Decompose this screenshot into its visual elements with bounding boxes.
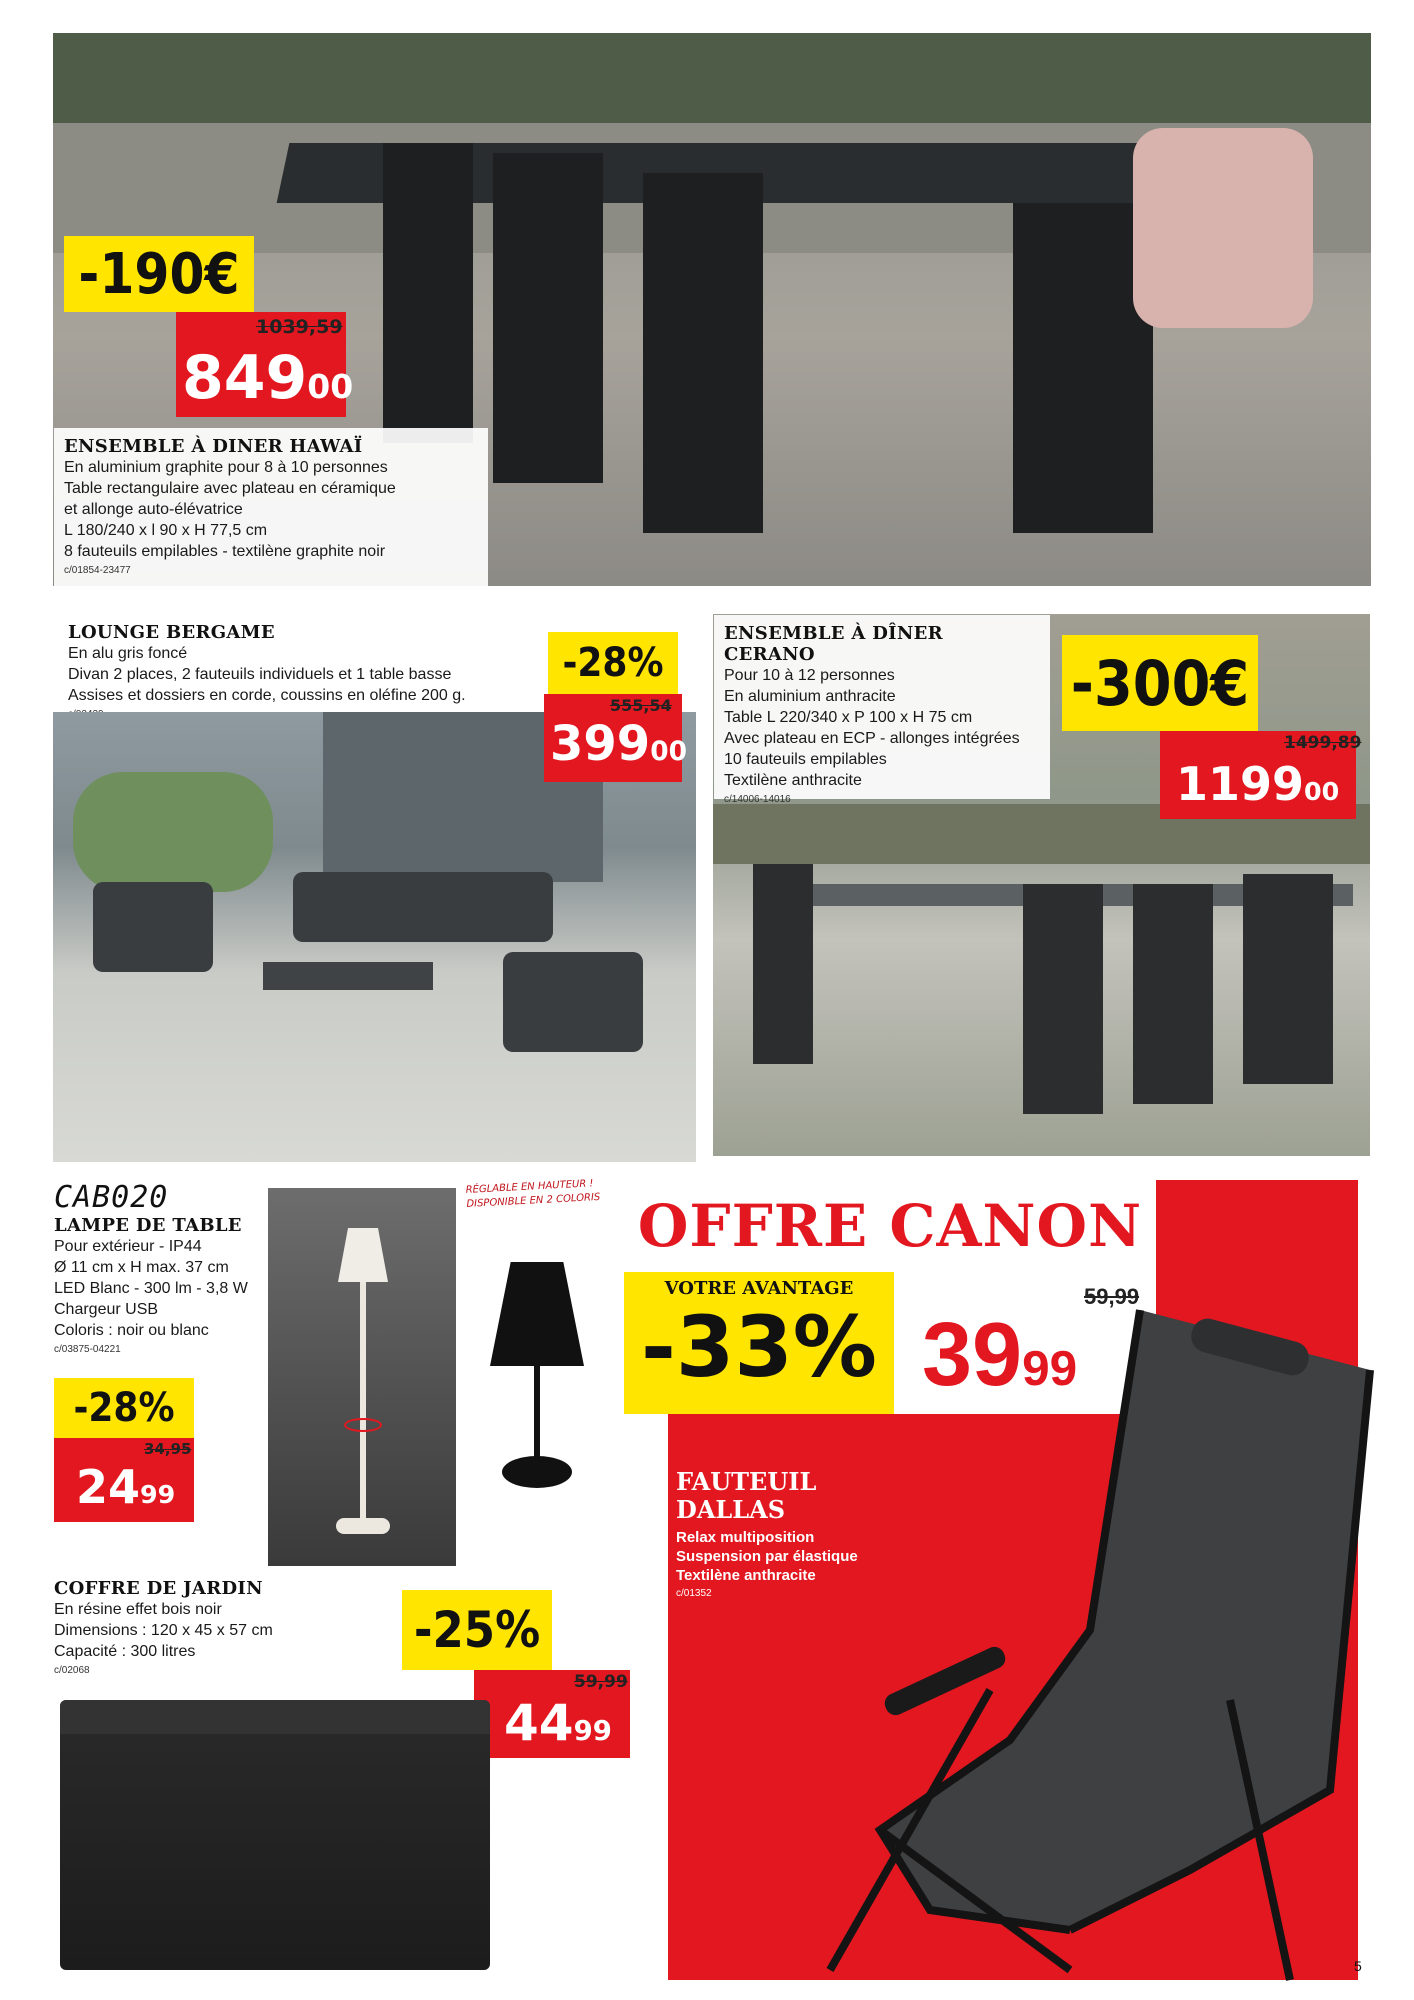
- hawai-price-main: 849: [182, 343, 308, 413]
- bergame-old-price: 555,54: [610, 696, 672, 715]
- bergame-discount: -28%: [562, 640, 664, 686]
- coffre-desc-line: En résine effet bois noir: [54, 1601, 222, 1618]
- coffre-ref: c/02068: [54, 1665, 90, 1676]
- cerano-info-box: [714, 615, 1050, 805]
- lamp-price-badge: [54, 1438, 194, 1522]
- hawai-price-cents: 00: [307, 367, 354, 406]
- coffre-info: [54, 1578, 354, 1676]
- lamp-discount-badge: [54, 1378, 194, 1438]
- hawai-desc-line: 8 fauteuils empilables - textilène graphite noir: [64, 543, 386, 560]
- chair-shape: [383, 143, 473, 443]
- chest-lid-shape: [60, 1700, 490, 1734]
- sofa-shape: [293, 872, 553, 942]
- cerano-desc-line: Textilène anthracite: [724, 772, 862, 789]
- canon-title-line: FAUTEUIL: [676, 1467, 817, 1496]
- bergame-discount-badge: [548, 632, 678, 694]
- lamp-price-cents: 99: [140, 1480, 176, 1509]
- bergame-price: [550, 716, 687, 772]
- hawai-desc-line: et allonge auto-élévatrice: [64, 501, 243, 518]
- cerano-price-badge: [1160, 731, 1362, 819]
- cerano-ref: c/14006-14016: [724, 794, 791, 805]
- hawai-desc-line: En aluminium graphite pour 8 à 10 personnes: [64, 459, 388, 476]
- lamp-title: LAMPE DE TABLE: [54, 1215, 242, 1236]
- cerano-desc-line: Table L 220/340 x P 100 x H 75 cm: [724, 709, 973, 726]
- lamp-price-main: 24: [76, 1460, 141, 1514]
- bergame-price-main: 399: [550, 716, 651, 772]
- lamp-desc-line: Chargeur USB: [54, 1301, 159, 1318]
- canon-headline-box: [624, 1180, 1156, 1272]
- armchair-shape: [503, 952, 643, 1052]
- canon-price-main: 39: [922, 1305, 1023, 1405]
- lamp-desc-line: LED Blanc - 300 lm - 3,8 W: [54, 1280, 248, 1297]
- cerano-price-main: 1199: [1176, 757, 1305, 811]
- cerano-title: ENSEMBLE À DÎNER CERANO: [724, 623, 943, 665]
- bergame-desc-line: Assises et dossiers en corde, coussins en oléfine 200 g.: [68, 687, 466, 704]
- bergame-info: [68, 622, 538, 720]
- hawai-ref: c/01854-23477: [64, 565, 131, 576]
- chair-shape: [643, 173, 763, 533]
- armchair-shape: [93, 882, 213, 972]
- hawai-desc-line: Table rectangulaire avec plateau en céramique: [64, 480, 396, 497]
- coffre-desc-line: Dimensions : 120 x 45 x 57 cm: [54, 1622, 273, 1639]
- lamp-note-line: RÉGLABLE EN HAUTEUR !: [465, 1178, 594, 1196]
- canon-desc-line: Textilène anthracite: [676, 1567, 816, 1584]
- cerano-price: [1176, 757, 1340, 811]
- coffre-price-badge: [474, 1670, 630, 1758]
- coffre-price-main: 44: [504, 1694, 574, 1752]
- shrub-shape: [73, 772, 273, 892]
- lamp-desc-line: Ø 11 cm x H max. 37 cm: [54, 1259, 229, 1276]
- canon-ref: c/01352: [676, 1588, 712, 1599]
- lamp-info: [54, 1180, 264, 1355]
- hawai-title: ENSEMBLE À DINER HAWAÏ: [64, 436, 363, 457]
- hedge-shape: [53, 33, 1371, 123]
- lamp-stem-black: [534, 1366, 540, 1458]
- canon-old-price: 59,99: [1084, 1284, 1140, 1309]
- cerano-desc-line: 10 fauteuils empilables: [724, 751, 887, 768]
- canon-price-cents: 99: [1022, 1341, 1078, 1396]
- coffre-old-price: 59,99: [574, 1672, 628, 1692]
- lamp-price: [76, 1460, 176, 1514]
- hawai-info-box: [54, 428, 488, 586]
- garden-chest-shape: [60, 1700, 490, 1970]
- hawai-discount: -190€: [78, 241, 240, 307]
- coffre-discount: -25%: [413, 1601, 541, 1659]
- bergame-price-badge: [544, 694, 687, 782]
- lamp-shade-white: [338, 1228, 388, 1282]
- chair-shape: [1133, 884, 1213, 1104]
- bergame-desc-line: En alu gris foncé: [68, 645, 188, 662]
- lamp-note-line: DISPONIBLE EN 2 COLORIS: [466, 1191, 601, 1210]
- blanket-shape: [1133, 128, 1313, 328]
- hawai-discount-badge: [64, 236, 254, 312]
- coffre-discount-badge: [402, 1590, 552, 1670]
- canon-discount: -33%: [641, 1298, 877, 1396]
- lamp-shade-black: [490, 1262, 584, 1366]
- cerano-desc-line: Pour 10 à 12 personnes: [724, 667, 895, 684]
- cerano-old-price: 1499,89: [1284, 733, 1362, 753]
- canon-advantage-label: VOTRE AVANTAGE: [664, 1278, 854, 1299]
- lamp-old-price: 34,95: [144, 1440, 192, 1458]
- cerano-discount: -300€: [1070, 646, 1250, 720]
- coffee-table-shape: [263, 962, 433, 990]
- bergame-title: LOUNGE BERGAME: [68, 622, 275, 643]
- hawai-price-badge: [176, 312, 354, 417]
- bergame-price-cents: 00: [650, 736, 687, 767]
- chair-armrest-shape: [881, 1644, 1008, 1719]
- chair-shape: [1023, 884, 1103, 1114]
- cerano-price-cents: 00: [1304, 777, 1340, 806]
- chair-shape: [1243, 874, 1333, 1084]
- lamp-ref: c/03875-04221: [54, 1344, 121, 1355]
- bergame-desc-line: Divan 2 places, 2 fauteuils individuels et 1 table basse: [68, 666, 452, 683]
- hawai-price: [182, 343, 354, 413]
- relax-chair-illustration: [770, 1270, 1390, 1990]
- height-adjust-icon: [344, 1418, 382, 1432]
- page-number: 5: [1354, 1958, 1362, 1974]
- lamp-stem-white: [360, 1282, 366, 1522]
- lamp-desc-line: Pour extérieur - IP44: [54, 1238, 202, 1255]
- lamp-discount: -28%: [73, 1385, 175, 1431]
- chair-shape: [493, 153, 603, 483]
- lamp-photo-white: [268, 1188, 456, 1566]
- coffre-price: [504, 1694, 612, 1752]
- hawai-old-price: 1039,59: [256, 316, 343, 338]
- chair-shape: [1013, 203, 1153, 533]
- coffre-title: COFFRE DE JARDIN: [54, 1578, 263, 1599]
- coffre-desc-line: Capacité : 300 litres: [54, 1643, 196, 1660]
- chair-shape: [753, 864, 813, 1064]
- canon-desc-line: Relax multiposition: [676, 1529, 815, 1546]
- lamp-note: [465, 1176, 616, 1212]
- cerano-desc-line: Avec plateau en ECP - allonges intégrées: [724, 730, 1020, 747]
- canon-desc-line: Suspension par élastique: [676, 1548, 858, 1565]
- coffre-price-cents: 99: [573, 1715, 612, 1747]
- lamp-desc-line: Coloris : noir ou blanc: [54, 1322, 209, 1339]
- lamp-base-black: [502, 1456, 572, 1488]
- lamp-base-white: [336, 1518, 390, 1534]
- canon-title-line: DALLAS: [676, 1495, 786, 1524]
- hawai-desc-line: L 180/240 x l 90 x H 77,5 cm: [64, 522, 268, 539]
- cerano-desc-line: En aluminium anthracite: [724, 688, 896, 705]
- cerano-discount-badge: [1062, 635, 1258, 731]
- lamp-brand-logo: CAB020: [54, 1180, 169, 1215]
- canon-headline: OFFRE CANON: [637, 1192, 1143, 1260]
